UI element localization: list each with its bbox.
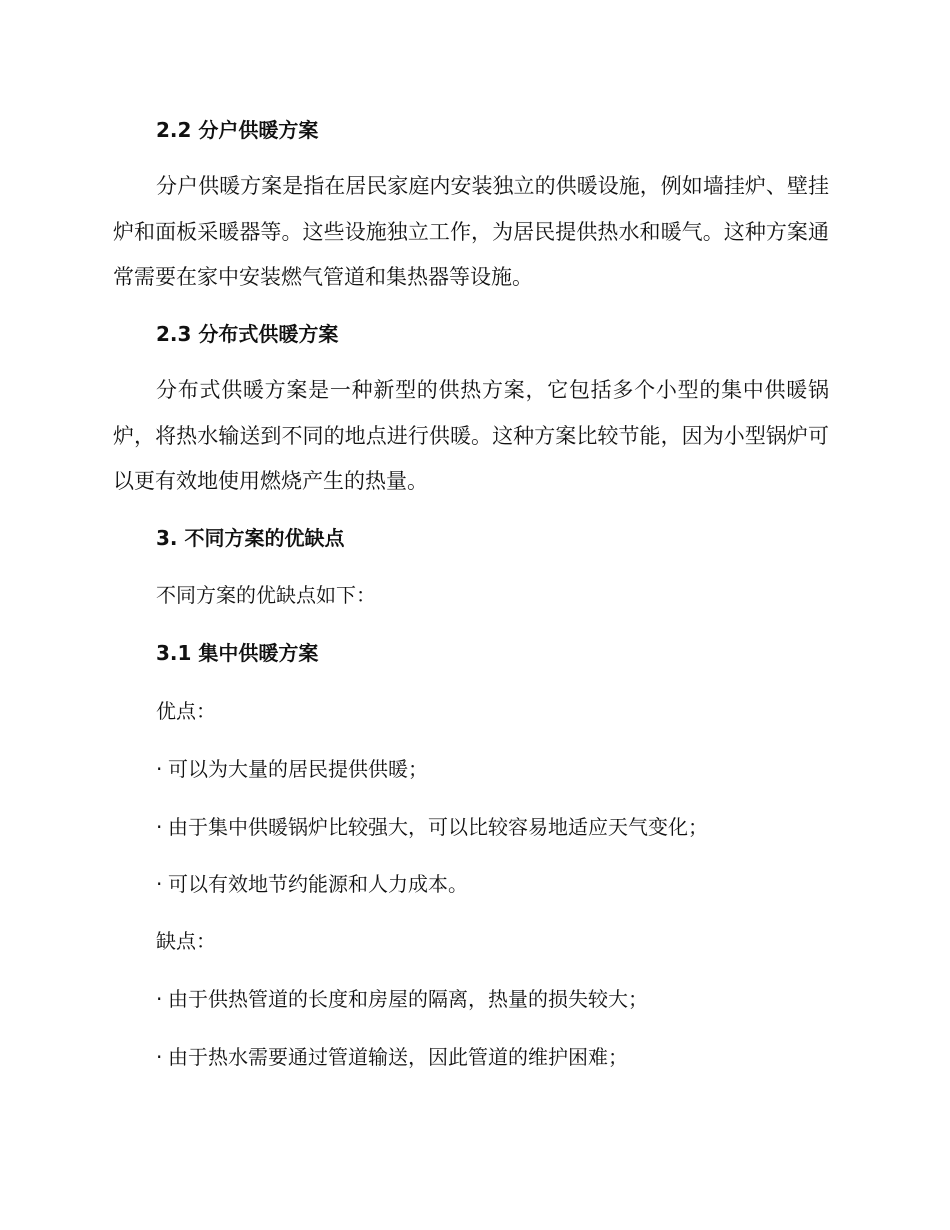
bullet-icon: · <box>156 1045 163 1069</box>
heading-3: 3. 不同方案的优缺点 <box>156 526 345 550</box>
list-item-text: 可以有效地节约能源和人力成本。 <box>168 872 468 896</box>
list-item <box>156 1043 628 1071</box>
list-item <box>156 813 708 841</box>
bullet-icon: · <box>156 757 163 781</box>
paragraph-2-2: 分户供暖方案是指在居民家庭内安装独立的供暖设施，例如墙挂炉、壁挂炉和面板采暖器等。这些设施独立工作，为居民提供热水和暖气。这种方案通常需要在家中安装燃气管道和集热器等设施。 <box>113 174 829 289</box>
bullet-icon: · <box>156 872 163 896</box>
bullet-icon: · <box>156 987 163 1011</box>
bullet-icon: · <box>156 815 163 839</box>
heading-3-1: 3.1 集中供暖方案 <box>156 641 319 665</box>
list-item <box>156 985 648 1013</box>
pros-label: 优点： <box>156 699 216 723</box>
paragraph-2-3: 分布式供暖方案是一种新型的供热方案，它包括多个小型的集中供暖锅炉，将热水输送到不同的地点进行供暖。这种方案比较节能，因为小型锅炉可以更有效地使用燃烧产生的热量。 <box>113 378 829 493</box>
heading-2-2: 2.2 分户供暖方案 <box>156 118 319 142</box>
cons-label: 缺点： <box>156 929 216 953</box>
list-item <box>156 870 468 898</box>
list-item <box>156 755 428 783</box>
list-item-text: 由于供热管道的长度和房屋的隔离，热量的损失较大； <box>168 987 648 1011</box>
list-item-text: 可以为大量的居民提供供暖； <box>168 757 428 781</box>
list-item-text: 由于集中供暖锅炉比较强大，可以比较容易地适应天气变化； <box>168 815 708 839</box>
list-item-text: 由于热水需要通过管道输送，因此管道的维护困难； <box>168 1045 628 1069</box>
paragraph-3-intro: 不同方案的优缺点如下： <box>156 583 376 607</box>
heading-2-3: 2.3 分布式供暖方案 <box>156 322 339 346</box>
